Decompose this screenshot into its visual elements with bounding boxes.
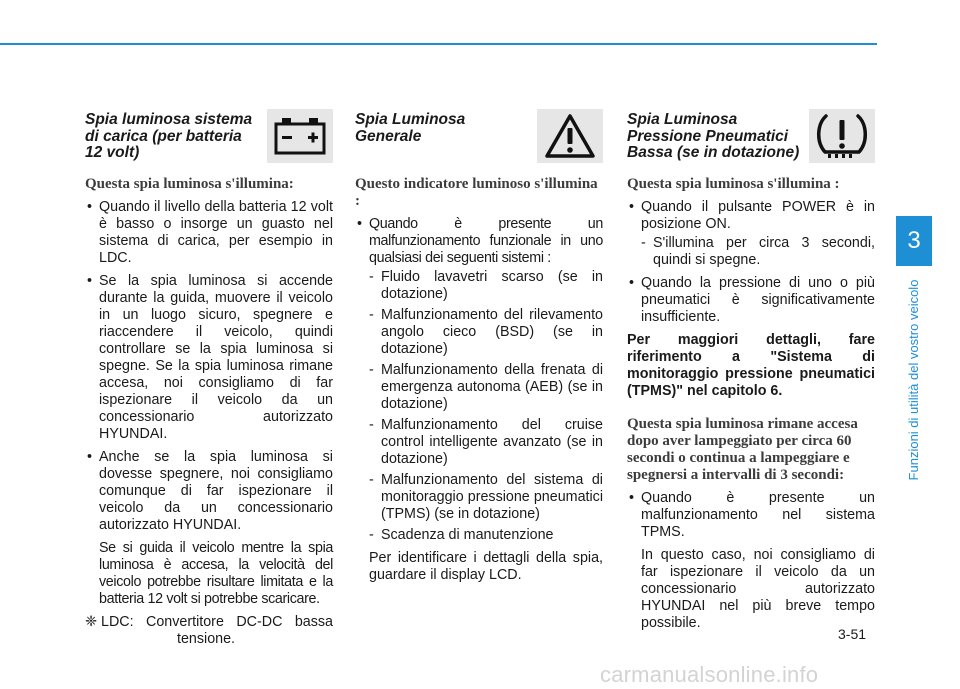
- footnote: [85, 614, 333, 648]
- list-item: • Quando la pressione di uno o più pneumatici è significativamente insufficiente.: [627, 275, 875, 326]
- sub-list-item: - Malfunzionamento del cruise control intelligente avanzato (se in dotazione): [369, 417, 603, 468]
- section-header: [85, 104, 333, 168]
- page-number: 3-51: [838, 626, 867, 642]
- section-header: [627, 104, 875, 168]
- list-item-text: Quando è presente un malfunzionamento funzionale in uno qualsiasi dei seguenti sistemi :: [369, 216, 603, 266]
- bullet-list: [85, 199, 333, 534]
- list-item: • Quando il livello della batteria 12 volt è basso o insorge un guasto nel sistema di carica, per esempio in LDC.: [85, 199, 333, 267]
- list-item: [627, 199, 875, 269]
- section-subtitle: Questa spia luminosa s'illumina :: [627, 176, 840, 192]
- sub-list-item: - Malfunzionamento del sistema di monitoraggio pressione pneumatici (TPMS) (se in dotazione): [369, 472, 603, 523]
- bullet-list: [627, 199, 875, 326]
- section-subtitle: Questa spia luminosa s'illumina:: [85, 176, 294, 192]
- list-item-text: Quando il pulsante POWER è in posizione ON.: [641, 199, 875, 232]
- list-item: • Se la spia luminosa si accende durante la guida, muovere il veicolo in un luogo sicuro, spegnere e riaccendere il veicolo, quindi controllare se la spia luminosa si spegne. Se la spia luminosa rimane accesa, noi consigliamo di far ispezionare il veicolo da un concessionario autorizzato HYUNDAI.: [85, 273, 333, 443]
- section-title: Spia Luminosa Pressione Pneumatici Bassa (se in dotazione): [627, 111, 800, 161]
- sub-list-item: - Scadenza di manutenzione: [369, 527, 603, 544]
- list-item: • Quando è presente un malfunzionamento nel sistema TPMS.: [627, 490, 875, 541]
- chapter-side-label: Funzioni di utilità del vostro veicolo: [906, 279, 921, 481]
- section-low-tire-pressure: [627, 104, 875, 638]
- reference-note: Per maggiori dettagli, fare riferimento a "Sistema di monitoraggio pressione pneumatici (TPMS)" nel capitolo 6.: [627, 332, 875, 399]
- sub-list: [641, 235, 875, 269]
- section-subtitle: Questo indicatore luminoso s'illumina :: [355, 176, 598, 209]
- battery-icon: [267, 109, 333, 163]
- section-charging-system: [85, 104, 333, 648]
- section-title: Spia luminosa sistema di carica (per batteria 12 volt): [85, 111, 253, 161]
- chapter-tab: 3: [896, 216, 932, 266]
- note-text: LDC: Convertitore DC-DC bassa tensione.: [101, 614, 333, 647]
- note-mark: ❈: [85, 614, 97, 630]
- watermark: carmanualsonline.info: [600, 662, 819, 687]
- sub-list-item: - Fluido lavavetri scarso (se in dotazione): [369, 269, 603, 303]
- warning-triangle-icon: [537, 109, 603, 163]
- paragraph: Per identificare i dettagli della spia, guardare il display LCD.: [369, 550, 603, 583]
- paragraph: Se si guida il veicolo mentre la spia luminosa è accesa, la velocità del veicolo potrebbe risultare limitata e la batteria 12 volt si potrebbe scaricare.: [99, 540, 333, 607]
- list-item: [355, 216, 603, 544]
- top-rule: [0, 43, 877, 45]
- section-title: Spia Luminosa Generale: [355, 111, 466, 145]
- tire-pressure-icon: [809, 109, 875, 163]
- sub-list: [369, 269, 603, 544]
- section-master-warning: [355, 104, 603, 590]
- bullet-list: [627, 490, 875, 541]
- section-subtitle: Questa spia luminosa rimane accesa dopo aver lampeggiato per circa 60 secondi o continua a lampeggiare e spegnersi a intervalli di 3 secondi:: [627, 416, 858, 483]
- list-item: • Anche se la spia luminosa si dovesse spegnere, noi consigliamo comunque di far ispezionare il veicolo da un concessionario autorizzato HYUNDAI.: [85, 449, 333, 534]
- sub-list-item: - Malfunzionamento della frenata di emergenza autonoma (AEB) (se in dotazione): [369, 362, 603, 413]
- section-header: [355, 104, 603, 168]
- paragraph: In questo caso, noi consigliamo di far ispezionare il veicolo da un concessionario autorizzato HYUNDAI nel più breve tempo possibile.: [641, 547, 875, 631]
- sub-list-item: - S'illumina per circa 3 secondi, quindi si spegne.: [641, 235, 875, 269]
- sub-list-item: - Malfunzionamento del rilevamento angolo cieco (BSD) (se in dotazione): [369, 307, 603, 358]
- bullet-list: [355, 216, 603, 544]
